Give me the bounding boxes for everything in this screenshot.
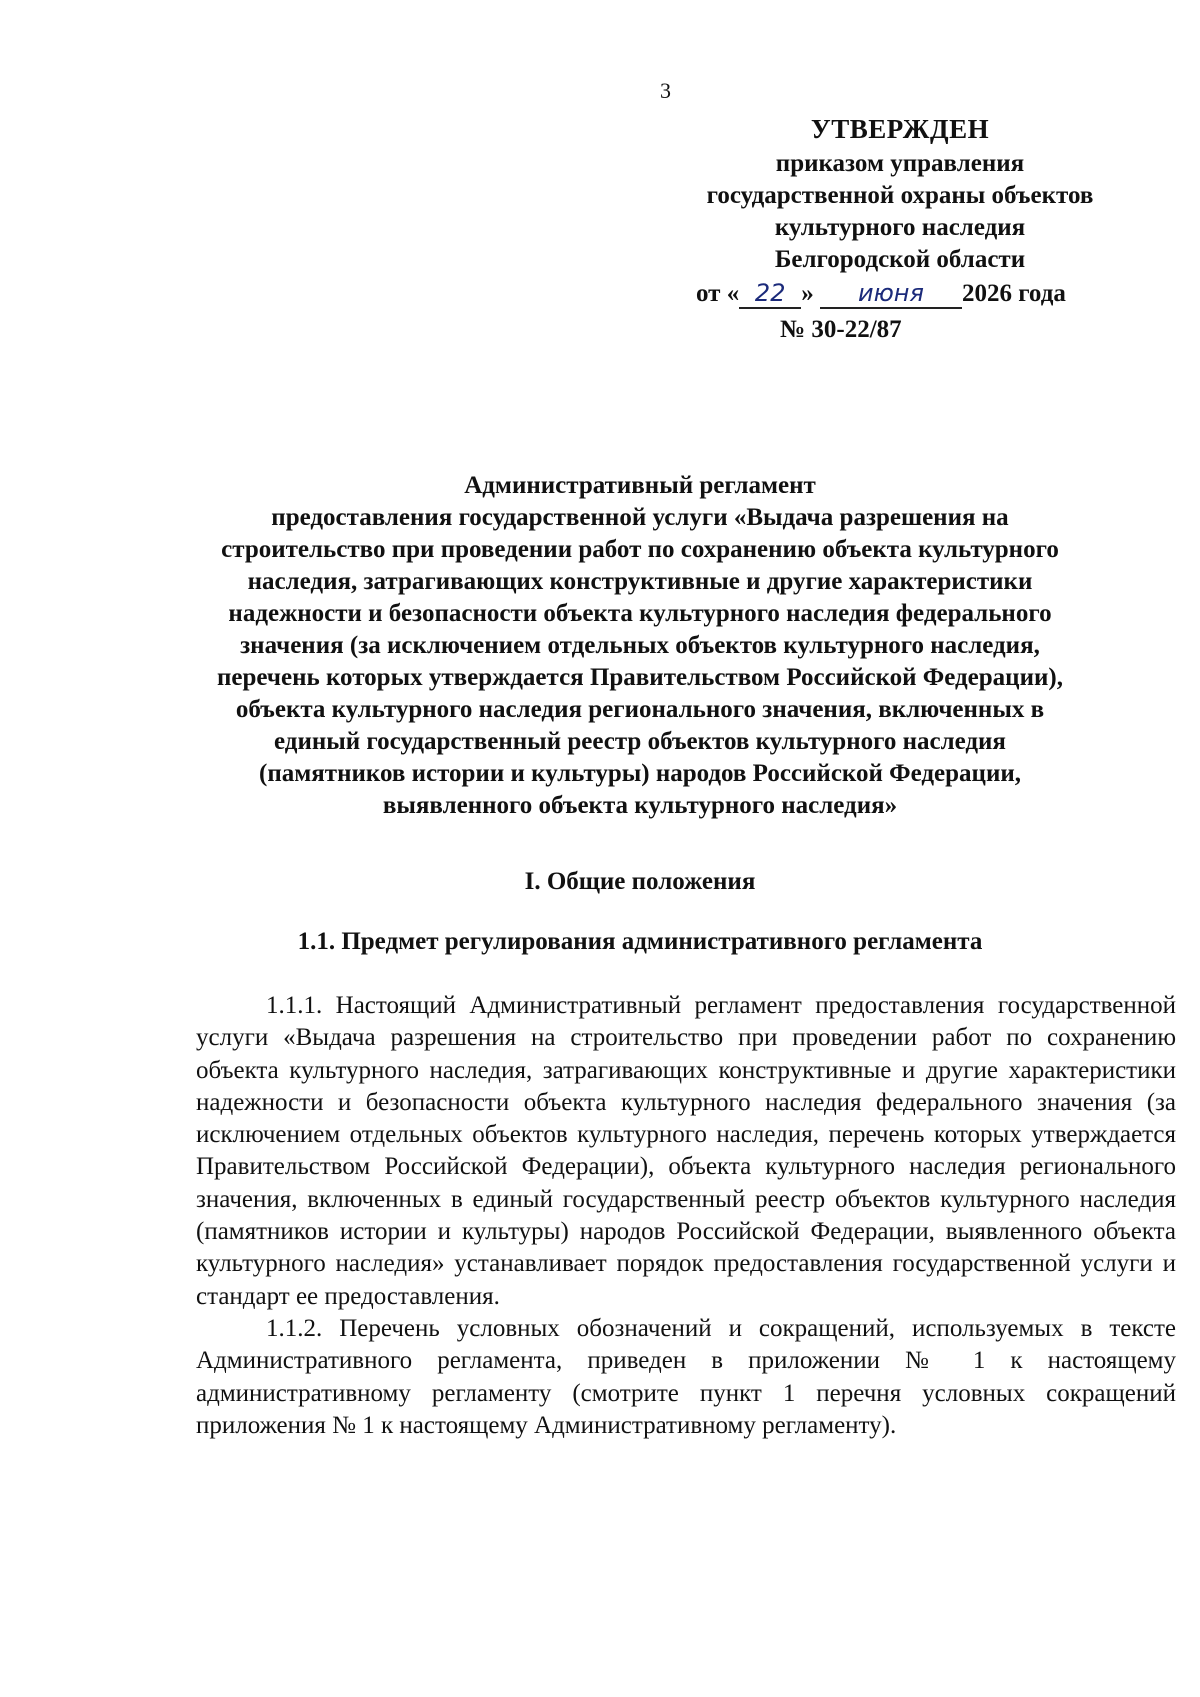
approval-block [640,110,1160,350]
title-line: наследия, затрагивающих конструктивные и другие характеристики [247,568,1033,595]
approval-date [640,278,1160,314]
title-line: объекта культурного наследия регионального значения, включенных в [235,696,1045,723]
date-month-handwritten: июня [820,279,962,309]
subsection-heading: 1.1. Предмет регулирования административного регламента [297,928,983,955]
page-number: 3 [660,78,671,103]
approval-line: приказом управления [775,150,1025,177]
document-title [180,470,1100,822]
title-line: (памятников истории и культуры) народов Российской Федерации, [259,760,1021,787]
title-line: предоставления государственной услуги «Выдача разрешения на [271,504,1009,531]
title-line: Административный регламент [464,472,816,499]
number-handwritten: 30-22/87 [811,316,902,343]
number-prefix: № [780,316,806,343]
body-text [196,990,1176,1442]
date-mid: » [801,280,814,307]
approval-line: культурного наследия [774,214,1026,241]
date-day-handwritten: 22 [739,279,801,309]
title-line: выявленного объекта культурного наследия» [382,792,898,819]
paragraph-1-1-1: 1.1.1. Настоящий Административный регламент предоставления государственной услуги «Выдача разрешения на строительство при проведении работ по сохранению объекта культурного наследия, затрагивающих конструктивные и другие характеристики надежности и безопасности объекта культурного наследия федерального значения (за исключением отдельных объектов культурного наследия, перечень которых утверждается Правительством Российской Федерации), объекта культурного наследия регионального значения, включенных в единый государственный реестр объектов культурного наследия (памятников истории и культуры) народов Российской Федерации, выявленного объекта культурного наследия» устанавливает порядок предоставления государственной услуги и стандарт ее предоставления. [196,992,1176,1310]
title-line: значения (за исключением отдельных объектов культурного наследия, [240,632,1040,659]
date-prefix: от « [696,280,740,307]
approval-heading: УТВЕРЖДЕН [810,114,990,144]
approval-line: Белгородской области [774,246,1026,273]
section-heading: I. Общие положения [524,868,756,895]
title-line: надежности и безопасности объекта культурного наследия федерального [228,600,1052,627]
date-year: 2026 года [961,280,1066,307]
title-line: строительство при проведении работ по сохранению объекта культурного [221,536,1059,563]
approval-number [640,314,1160,350]
title-line: единый государственный реестр объектов культурного наследия [274,728,1006,755]
approval-line: государственной охраны объектов [706,182,1094,209]
title-line: перечень которых утверждается Правительством Российской Федерации), [217,664,1063,691]
paragraph-1-1-2: 1.1.2. Перечень условных обозначений и сокращений, используемых в тексте Административного регламента, приведен в приложении № 1 к настоящему административному регламенту (смотрите пункт 1 перечня условных сокращений приложения № 1 к настоящему Административному регламенту). [196,1314,1176,1439]
